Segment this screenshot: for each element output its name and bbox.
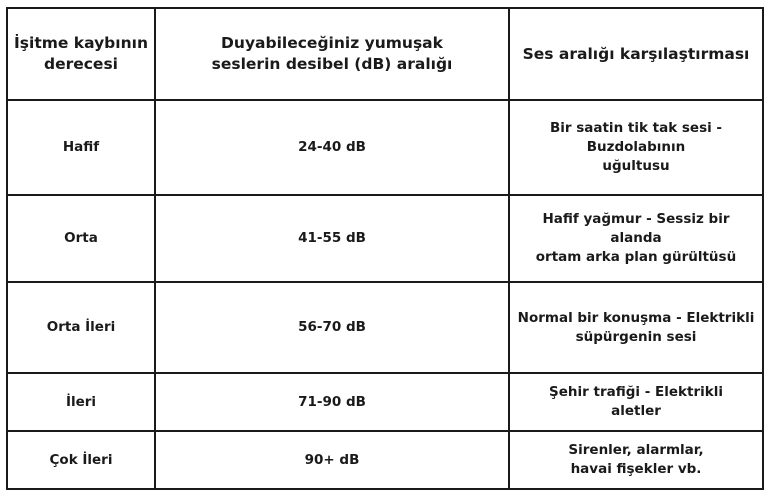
comparison-cell bbox=[509, 431, 763, 489]
comparison-line-1: Bir saatin tik tak sesi - Buzdolabının bbox=[549, 120, 723, 155]
range-cell: 56-70 dB bbox=[155, 282, 509, 373]
comparison-line-2: süpürgenin sesi bbox=[575, 328, 697, 345]
comparison-cell bbox=[509, 282, 763, 373]
header-row bbox=[7, 8, 763, 100]
table-row bbox=[7, 282, 763, 373]
degree-cell: Çok İleri bbox=[7, 431, 155, 489]
header-decibel-range bbox=[155, 8, 509, 100]
header-range-line-2: seslerin desibel (dB) aralığı bbox=[211, 55, 453, 73]
comparison-cell bbox=[509, 100, 763, 195]
comparison-line-1: Hafif yağmur - Sessiz bir alanda bbox=[542, 211, 730, 246]
comparison-cell bbox=[509, 373, 763, 431]
header-degree-line-2: derecesi bbox=[43, 55, 118, 73]
table-row bbox=[7, 431, 763, 489]
header-comparison-line-1: Ses aralığı karşılaştırması bbox=[522, 44, 750, 63]
comparison-line-1: Sirenler, alarmlar, bbox=[568, 442, 704, 458]
degree-cell: Orta bbox=[7, 195, 155, 282]
range-cell: 71-90 dB bbox=[155, 373, 509, 431]
table-row bbox=[7, 195, 763, 282]
comparison-line-2: havai fişekler vb. bbox=[570, 461, 702, 477]
header-range-line-1: Duyabileceğiniz yumuşak bbox=[221, 34, 443, 52]
range-cell: 90+ dB bbox=[155, 431, 509, 489]
comparison-cell bbox=[509, 195, 763, 282]
degree-cell: İleri bbox=[7, 373, 155, 431]
header-degree-line-1: İşitme kaybının bbox=[14, 34, 148, 52]
comparison-line-1: Şehir trafiği - Elektrikli bbox=[549, 384, 723, 400]
degree-cell: Orta İleri bbox=[7, 282, 155, 373]
comparison-line-1: Normal bir konuşma - Elektrikli bbox=[517, 309, 755, 326]
header-comparison bbox=[509, 8, 763, 100]
header-degree bbox=[7, 8, 155, 100]
range-cell: 24-40 dB bbox=[155, 100, 509, 195]
comparison-line-2: ortam arka plan gürültüsü bbox=[535, 249, 737, 265]
range-cell: 41-55 dB bbox=[155, 195, 509, 282]
table-row bbox=[7, 373, 763, 431]
comparison-line-2: aletler bbox=[611, 403, 661, 419]
table-row bbox=[7, 100, 763, 195]
comparison-line-2: uğultusu bbox=[602, 158, 670, 174]
hearing-loss-table bbox=[6, 7, 764, 490]
degree-cell: Hafif bbox=[7, 100, 155, 195]
